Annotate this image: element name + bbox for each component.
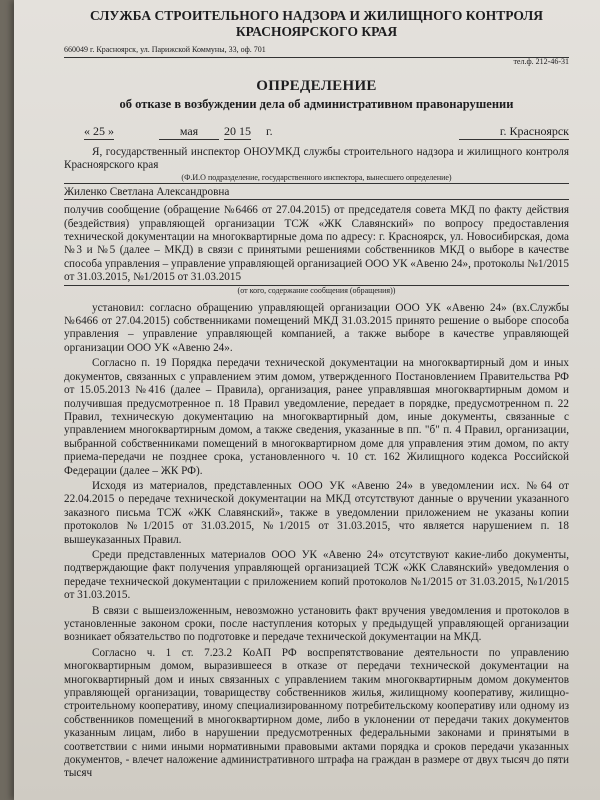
org-name xyxy=(64,8,569,40)
message-caption: (от кого, содержание сообщения (обращения)) xyxy=(237,285,396,295)
message-text: получив сообщение (обращение №6466 от 27.04.2015) от председателя совета МКД по факту действия (бездействия) управляющей организации ТСЖ «ЖК Славянский» по вопросу предоставления технической документации на многоквартирные дома по адресу: г. Красноярск, ул. Новосибирская, дома №3 и №5 (далее – МКД) в связи с принятыми решениями собственников МКД о выборе в качестве способа управления – управление управляющей организацией ООО УК «Авеню 24», протоколы №1/2015 от 31.03.2015, №1/2015 от 31.03.2015 xyxy=(64,204,569,285)
phone: тел.ф. 212-46-31 xyxy=(513,57,569,66)
body-paragraph: В связи с вышеизложенным, невозможно установить факт вручения уведомления и протоколов в установленные законом сроки, после наступления которых у предыдущей управляющей организации возникает обязательство по подготовке и передаче технической документации на МКД. xyxy=(64,604,569,644)
org-name-line1: СЛУЖБА СТРОИТЕЛЬНОГО НАДЗОРА И ЖИЛИЩНОГО КОНТРОЛЯ xyxy=(89,8,544,23)
document-sheet xyxy=(14,0,600,800)
date-year-suffix: г. xyxy=(266,124,273,138)
inspector-name: Жиленко Светлана Александровна xyxy=(64,186,569,200)
date-month: мая xyxy=(159,124,219,140)
date-day: « 25 » xyxy=(84,124,114,138)
org-name-line2: КРАСНОЯРСКОГО КРАЯ xyxy=(235,24,398,39)
body-paragraph: установил: согласно обращению управляющей организации ООО УК «Авеню 24» (вх.Службы №6466 от 27.04.2015) собственниками помещений МКД 31.03.2015 принято решение о выборе способа управления – управление управляющей компанией, а также выборе в качестве управляющей организации ООО УК «Авеню 24». xyxy=(64,301,569,354)
date-city: г. Красноярск xyxy=(459,124,569,140)
inspector-intro: Я, государственный инспектор ОНОУМКД службы строительного надзора и жилищного контроля Красноярского края xyxy=(64,146,569,172)
document-title: ОПРЕДЕЛЕНИЕ xyxy=(256,78,377,94)
date-line xyxy=(64,122,569,142)
date-year: 20 15 xyxy=(224,124,251,138)
body-paragraph: Согласно п. 19 Порядка передачи технической документации на многоквартирный дом и иных документов, связанных с управлением этим домом, утвержденного Постановлением Правительства РФ от 15.05.2013 №416 (далее – Правила), организация, ранее управлявшая многоквартирным домом и получившая предусмотренное п. 18 Правил уведомление, передает в порядке, предусмотренном п. 22 Правил, техническую документацию на многоквартирный дом, иные документы, связанные с управлением многоквартирным домом, а также сведения, указанные в пп. "б" п. 4 Правил, организации, выбранной собственниками помещений в многоквартирном доме для управления этим домом, по акту приема-передачи не позднее срока, установленного ч. 10 ст. 162 Жилищного кодекса Российской Федерации (далее – ЖК РФ). xyxy=(64,357,569,477)
body-paragraph: Согласно ч. 1 ст. 7.23.2 КоАП РФ воспрепятствование деятельности по управлению многоквартирным домом, выразившееся в отказе от передачи технической документации на многоквартирный дом и иных связанных с управлением таким многоквартирным домом документов управляющей организации, товариществу собственников жилья, жилищному кооперативу, жилищно-строительному кооперативу, иному специализированному потребительскому кооперативу или одному из собственников помещений в многоквартирном доме, либо в уклонении от передачи таких документов указанным лицам, либо в нарушении предусмотренных федеральными законами и принятыми в соответствии с ними иными нормативными правовыми актами порядка и сроков передачи указанных документов, - влечет наложение административного штрафа на граждан в размере от двух тысяч до пяти тысяч xyxy=(64,646,569,780)
body-paragraph: Среди представленных материалов ООО УК «Авеню 24» отсутствуют какие-либо документы, подтверждающие факт получения управляющей организацией ТСЖ «ЖК Славянский» уведомления о передаче технической документации с приложением копий протоколов №1/2015 от 31.03.2015, №1/2015 от 31.03.2015. xyxy=(64,548,569,602)
address: 660049 г. Красноярск, ул. Парижской Коммуны, 33, оф. 701 xyxy=(64,45,266,54)
document-content xyxy=(64,8,569,781)
body-paragraph: Исходя из материалов, представленных ООО УК «Авеню 24» в уведомлении исх. №64 от 22.04.2015 о передаче технической документации на МКД отсутствуют данные о вручении указанного заказного письма ТСЖ «ЖК Славянский», также в уведомлении приложением не указаны копии протоколов №1/2015 от 31.03.2015, №1/2015 от 31.03.2015, что является нарушением п. 18 вышеуказанных Правил. xyxy=(64,479,569,546)
address-line xyxy=(64,43,569,66)
inspector-caption: (Ф.И.О подразделение, государственного инспектора, вынесшего определение) xyxy=(64,173,569,184)
document-subtitle: об отказе в возбуждении дела об административном правонарушении xyxy=(119,97,514,111)
